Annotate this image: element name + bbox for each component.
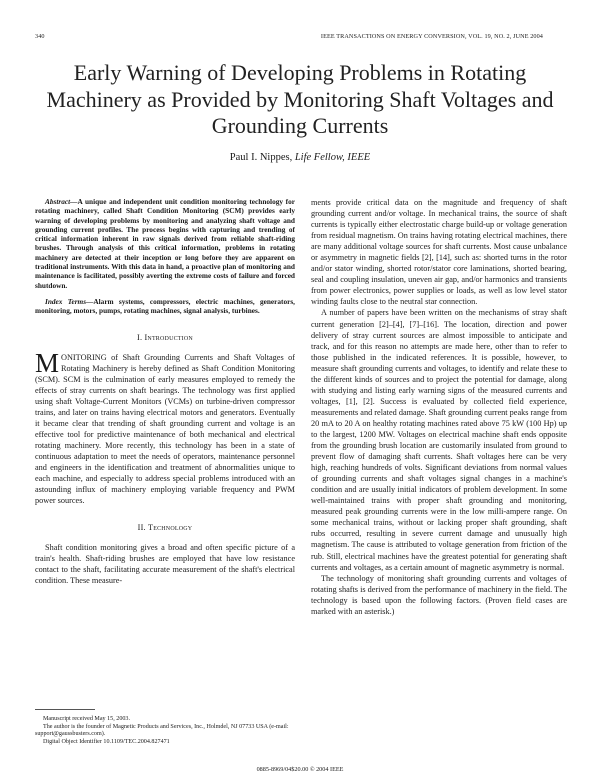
section-title: Technology (148, 523, 193, 533)
technology-paragraph: Shaft condition monitoring gives a broad and often specific picture of a train's health. Shaft-riding brushes are employed that have low resistance contact to the shaft, facilitating accurate measurement of the shaft's electrical condition. These measure- (35, 543, 295, 586)
abstract-text: A unique and independent unit condition monitoring technology for rotating machinery, called Shaft Condition Monitoring (SCM) provides early warning of developing problems by monitoring and analyzing shaft voltage and grounding current profiles. The process begins with capturing and trending of critical information inherent in raw signals derived from reliable shaft-riding brushes. Through analysis of this critical information, problems in rotating machinery are detected at their inception or long before they are apparent on traditional instruments. With this data in hand, a proactive plan of monitoring and maintenance is facilitated, possibly averting the extreme costs of failure and forced shutdown. (35, 197, 295, 290)
right-column (311, 197, 567, 617)
page-number: 340 (35, 33, 45, 40)
author-affiliation: Life Fellow, IEEE (294, 152, 371, 163)
drop-cap: M (35, 347, 60, 378)
section-title: Introduction (144, 332, 193, 342)
section-number: I. (137, 332, 143, 342)
introduction-text: ONITORING of Shaft Grounding Currents and Shaft Voltages of Rotating Machinery is hereby defined as Shaft Condition Monitoring (SCM). SCM is the culmination of early measures employed to remedy the effects of stray currents on shaft bearings. The technology was first applied using shaft Voltage-Current Monitors (VCMs) on turbine-driven compressor trains, and later on trains having electrical motors and generators. Eventually it became clear that trending of shaft grounding current and voltage is an effective tool for predictive maintenance of both mechanical and electrical rotating machinery. More recently, this technology has been in a state of continuous adaptation to meet the needs of operators, maintenance personnel and engineers in the identification and treatment of abnormalities unique to each machine, and especially to address special problems introduced with an astounding influx of machinery employing variable frequency and PWM power sources. (35, 352, 295, 506)
journal-header: IEEE TRANSACTIONS ON ENERGY CONVERSION, VOL. 19, NO. 2, JUNE 2004 (320, 33, 543, 40)
footnote-divider (35, 709, 95, 710)
author-name: Paul I. Nippes, (229, 152, 293, 163)
index-terms-label: Index Terms— (45, 296, 94, 306)
index-terms-text: Alarm systems, compressors, electric machines, generators, monitoring, motors, pumps, rotating machines, signal analysis, turbines. (35, 296, 296, 316)
footnote-doi: Digital Object Identifier 10.1109/TEC.2004.827471 (43, 738, 170, 745)
index-terms (35, 297, 295, 316)
body-paragraph: A number of papers have been written on the mechanisms of stray shaft current generation [2]–[4], [7]–[16]. The location, direction and power delivery of stray current sources are almost impossible to anticipate and track, and for this reason no attempts are made here, other than to refer to those published in the indicated references. It is possible, however, to measure shaft grounding currents and voltages, to identify and relate these to the different kinds of sources and to project the potential for damage, along with studying and listing early warning signs of the measured currents and voltages, [1], [2]. Success is evaluated by collected field experience, measurements and related damage. Shaft grounding current peaks range from 20 mA to 20 A on healthy rotating machines rated above 75 kW (100 Hp) up to the largest, 1200 MW. Voltages on electrical machine shaft ends opposite from the grounding brush location are customarily insulated from ground to prevent flow of damaging shaft currents. Shaft voltages here can be very high, reaching hundreds of volts. Significant deviations from normal values of grounding currents and shaft voltages signal changes in a machine's condition and are usually initial indicators of problem development. In some well-maintained trains with proper shaft grounding and monitoring, measured peak grounding currents were in the low milli-ampere range. On some mechanical trains, without or lacking proper shaft grounding, shaft rubs occurred, resulting in severe current damage and unusually high magnetism. The cause is attributed to voltage generation from friction of the rub. Still, electrical machines have the greatest potential for generating shaft currents and voltages, as a certain amount of magnetic asymmetry is normal. (311, 308, 567, 572)
section-heading-introduction (35, 332, 295, 343)
footnote-author-info: The author is the founder of Magnetic Products and Services, Inc., Holmdel, NJ 07733 USA (e-mail: support@gaussbusters.com). (35, 723, 289, 738)
copyright-footer: 0885-8969/04$20.00 © 2004 IEEE (256, 766, 344, 773)
abstract-label: Abstract— (45, 197, 78, 206)
abstract (35, 197, 295, 290)
body-paragraph: The technology of monitoring shaft grounding currents and voltages of rotating shafts is derived from the performance of machinery in the field. The technology is based upon the following factors. (Proven field cases are marked with an asterisk.) (311, 573, 567, 616)
paper-title: Early Warning of Developing Problems in Rotating Machinery as Provided by Monitoring Shaft Voltages and Grounding Currents (46, 60, 554, 138)
author-line (0, 152, 600, 163)
section-heading-technology (35, 522, 295, 533)
body-paragraph: ments provide critical data on the magnitude and frequency of shaft grounding current and/or voltage. In mechanical trains, the source of shaft currents is typically either electrostatic charge build-up or voltage generation from residual magnetism. On trains having rotating electrical machines, there are many additional voltage sources for shaft currents. Most cause unbalance or asymmetry in magnetic fields [2], [14], such as: shorted turns in the rotor and/or stator winding, shorted rotor/stator core laminations, shorted bearing, seal and coupling insulation, uneven air gap, and/or harmonics and transients from power electronics, power supplies or loads, as well as low level stator winding faults close to the neutral star connection. (311, 198, 567, 307)
footnote-received: Manuscript received May 15, 2003. (43, 716, 130, 722)
section-number: II. (137, 523, 146, 533)
introduction-paragraph (35, 347, 295, 507)
left-column (35, 197, 295, 587)
footnote (35, 716, 295, 746)
